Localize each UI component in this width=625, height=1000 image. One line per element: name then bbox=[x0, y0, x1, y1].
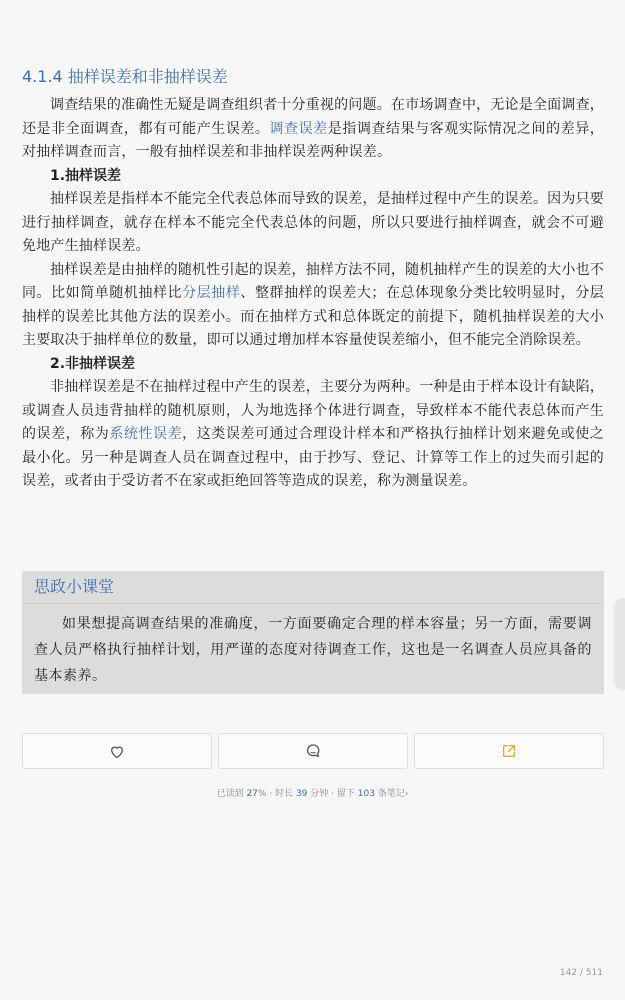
subheading-sampling-error: 1.抽样误差 bbox=[50, 167, 122, 184]
notes-count: 103 bbox=[357, 789, 375, 799]
ideology-lesson-box bbox=[22, 571, 604, 694]
page-indicator: 142 / 511 bbox=[559, 968, 603, 978]
sampling-text-2: 、整群抽样的误差大；在总体现象分类比较明显时，分层抽样的误差比其他方法的误差小。而在抽样方式和总体既定的前提下，随机抽样误差的大小主要取决于抽样单位的数量，即可以通过增加样本容量使误差缩小，但不能完全消除误差。 bbox=[22, 285, 604, 348]
non-sampling-text-1: 非抽样误差是不在抽样过程中产生的误差，主要分为两种。一种是由于样本设计有缺陷，或调查人员违背抽样的随机原则，人为地选择个体进行调查，导致样本不能代表总体而产生的误差，称为 bbox=[22, 379, 604, 442]
reading-content bbox=[22, 66, 604, 494]
notes-suffix: 条笔记 bbox=[377, 789, 405, 799]
sampling-text-1: 抽样误差是由抽样的随机性引起的误差，抽样方法不同，随机抽样产生的误差的大小也不同。比如简单随机抽样比 bbox=[22, 261, 604, 301]
read-suffix: % bbox=[257, 789, 267, 799]
duration-prefix: · 时长 bbox=[269, 789, 294, 799]
share-button[interactable] bbox=[414, 733, 604, 769]
sampling-error-paragraph-2 bbox=[22, 259, 604, 353]
action-bar bbox=[22, 733, 604, 771]
box-body: 如果想提高调查结果的准确度，一方面要确定合理的样本容量；另一方面，需要调查人员严格执行抽样计划，用严谨的态度对待调查工作，这也是一名调查人员应具备的基本素养。 bbox=[34, 616, 592, 684]
like-button[interactable] bbox=[22, 733, 212, 769]
intro-paragraph bbox=[22, 94, 604, 165]
duration-value: 39 bbox=[295, 789, 308, 799]
comment-button[interactable] bbox=[218, 733, 408, 769]
read-percent: 27 bbox=[246, 789, 258, 799]
box-title: 思政小课堂 bbox=[22, 571, 604, 604]
share-icon bbox=[501, 743, 517, 759]
comment-icon bbox=[305, 743, 321, 759]
intro-text-2: 是指调查结果与客观实际情况之间的差异，对抽样调查而言，一般有抽样误差和非抽样误差两种误差。 bbox=[22, 120, 604, 160]
read-prefix: 已读到 bbox=[216, 789, 244, 799]
chevron-right-icon: › bbox=[404, 789, 409, 799]
reading-stats[interactable] bbox=[0, 786, 625, 799]
systematic-error-link[interactable]: 系统性误差 bbox=[109, 426, 183, 442]
non-sampling-error-paragraph bbox=[22, 376, 604, 494]
subheading-non-sampling-error: 2.非抽样误差 bbox=[50, 355, 136, 372]
survey-error-link[interactable]: 调查误差 bbox=[269, 120, 328, 137]
section-title: 4.1.4 抽样误差和非抽样误差 bbox=[22, 67, 228, 86]
non-sampling-text-2: ，这类误差可通过合理设计样本和严格执行抽样计划来避免或使之最小化。另一种是调查人员在调查过程中，由于抄写、登记、计算等工作上的过失而引起的误差，或者由于受访者不在家或拒绝回答等造成的误差，称为测量误差。 bbox=[22, 426, 604, 489]
sampling-error-paragraph-1: 抽样误差是指样本不能完全代表总体而导致的误差，是抽样过程中产生的误差。因为只要进行抽样调查，就存在样本不能完全代表总体的问题，所以只要进行抽样调查，就会不可避免地产生抽样误差。 bbox=[22, 191, 604, 254]
heart-icon bbox=[109, 744, 125, 759]
stratified-sampling-link[interactable]: 分层抽样 bbox=[182, 285, 241, 301]
duration-suffix: 分钟 · 留下 bbox=[310, 789, 355, 799]
intro-text-1: 调查结果的准确性无疑是调查组织者十分重视的问题。在市场调查中，无论是全面调查，还是非全面调查，都有可能产生误差。 bbox=[22, 97, 604, 137]
side-drawer-handle[interactable] bbox=[615, 598, 625, 690]
